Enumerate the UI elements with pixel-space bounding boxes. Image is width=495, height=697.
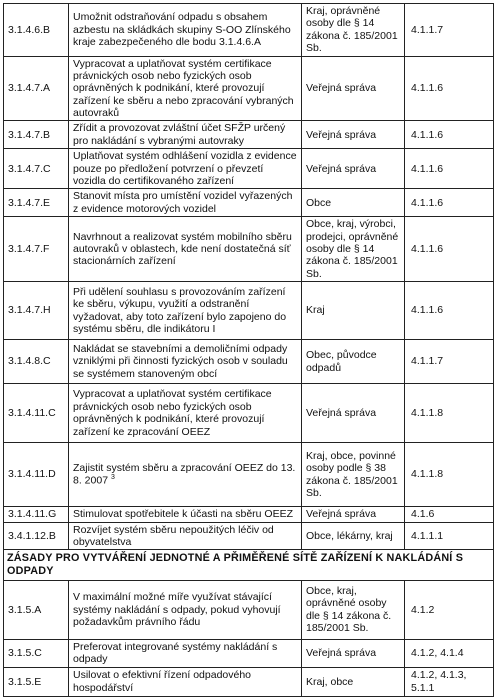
row-code: 3.1.4.11.C [4, 384, 69, 443]
table-row [4, 149, 494, 189]
row-reference: 4.1.1.7 [405, 340, 494, 384]
row-description: Stanovit místa pro umístění vozidel vyřazených z evidence motorových vozidel [69, 189, 302, 217]
row-responsible: Veřejná správa [302, 384, 405, 443]
row-responsible: Kraj [302, 282, 405, 340]
row-description: Vypracovat a uplatňovat systém certifikace právnických osob nebo fyzických osob oprávněných k podnikání, které provozují zařízení ke sběru a nebo zpracování vybraných autovraků [69, 56, 302, 121]
row-code: 3.1.4.11.D [4, 443, 69, 507]
row-description: Rozvíjet systém sběru nepoužitých léčiv od obyvatelstva [69, 522, 302, 550]
row-code: 3.1.4.7.H [4, 282, 69, 340]
row-reference: 4.1.1.6 [405, 149, 494, 189]
row-responsible: Obce [302, 189, 405, 217]
row-responsible: Veřejná správa [302, 507, 405, 522]
row-reference: 4.1.6 [405, 507, 494, 522]
row-code: 3.1.5.A [4, 580, 69, 639]
row-description: Umožnit odstraňování odpadu s obsahem azbestu na skládkách skupiny S-OO Zlínského kraje zabezpečeného dle bodu 3.1.4.6.A [69, 4, 302, 57]
row-description-text: Zajistit systém sběru a zpracování OEEZ do 13. 8. 2007 [73, 462, 296, 487]
row-reference: 4.1.2 [405, 580, 494, 639]
row-code: 3.1.4.7.E [4, 189, 69, 217]
row-code: 3.1.4.8.C [4, 340, 69, 384]
row-code: 3.1.4.11.G [4, 507, 69, 522]
section-title: ZÁSADY PRO VYTVÁŘENÍ JEDNOTNÉ A PŘIMĚŘENÉ SÍTĚ ZAŘÍZENÍ K NAKLÁDÁNÍ S ODPADY [4, 550, 494, 580]
table-row [4, 282, 494, 340]
table-row [4, 667, 494, 696]
row-description: Preferovat integrované systémy nakládání s odpady [69, 639, 302, 667]
row-reference: 4.1.1.1 [405, 522, 494, 550]
row-responsible: Obce, kraj, oprávněné osoby dle § 14 zákona č. 185/2001 Sb. [302, 580, 405, 639]
row-description: Uplatňovat systém odhlášení vozidla z evidence pouze po předložení potvrzení o převzetí vozidla do certifikovaného zařízení [69, 149, 302, 189]
row-code: 3.1.4.7.F [4, 217, 69, 282]
table-row [4, 56, 494, 121]
row-responsible: Obce, lékárny, kraj [302, 522, 405, 550]
row-code: 3.1.4.7.A [4, 56, 69, 121]
measures-table [3, 3, 494, 697]
table-row [4, 217, 494, 282]
table-row [4, 580, 494, 639]
table-row [4, 507, 494, 522]
section-header-row [4, 550, 494, 580]
table-row [4, 189, 494, 217]
row-reference: 4.1.1.8 [405, 384, 494, 443]
row-code: 3.1.5.E [4, 667, 69, 696]
row-description: Zřídit a provozovat zvláštní účet SFŽP určený pro nakládání s vybranými autovraky [69, 121, 302, 149]
row-code: 3.1.4.7.B [4, 121, 69, 149]
row-description: Usilovat o efektivní řízení odpadového hospodářství [69, 667, 302, 696]
row-responsible: Kraj, oprávněné osoby dle § 14 zákona č. 185/2001 Sb. [302, 4, 405, 57]
row-responsible: Kraj, obce, povinné osoby podle § 38 zákona č. 185/2001 Sb. [302, 443, 405, 507]
document-page [3, 3, 493, 697]
row-reference: 4.1.1.6 [405, 189, 494, 217]
table-row [4, 340, 494, 384]
row-description: Při udělení souhlasu s provozováním zařízení ke sběru, výkupu, využití a odstranění vyžadovat, aby toto zařízení bylo zapojeno do systému sběru, dle indikátoru I [69, 282, 302, 340]
row-code: 3.1.5.C [4, 639, 69, 667]
table-row [4, 639, 494, 667]
row-responsible: Kraj, obce [302, 667, 405, 696]
row-description: Vypracovat a uplatňovat systém certifikace právnických osob nebo fyzických osob oprávněných k podnikání, které provozují zařízení ke zpracování OEEZ [69, 384, 302, 443]
row-description: V maximální možné míře využívat stávající systémy nakládání s odpady, pokud vyhovují požadavkům právního řádu [69, 580, 302, 639]
row-reference: 4.1.1.7 [405, 4, 494, 57]
row-description [69, 443, 302, 507]
row-description: Navrhnout a realizovat systém mobilního sběru autovraků v oblastech, kde není dostatečná síť stacionárních zařízení [69, 217, 302, 282]
table-row [4, 121, 494, 149]
row-description: Nakládat se stavebními a demoličními odpady vzniklými při činnosti fyzických osob v souladu se systémem stanoveným obcí [69, 340, 302, 384]
footnote-marker: 3 [110, 474, 115, 482]
row-reference: 4.1.2, 4.1.3, 5.1.1 [405, 667, 494, 696]
row-reference: 4.1.2, 4.1.4 [405, 639, 494, 667]
row-reference: 4.1.1.6 [405, 56, 494, 121]
row-responsible: Veřejná správa [302, 639, 405, 667]
row-reference: 4.1.1.6 [405, 282, 494, 340]
row-description: Stimulovat spotřebitele k účasti na sběru OEEZ [69, 507, 302, 522]
row-reference: 4.1.1.8 [405, 443, 494, 507]
row-responsible: Obec, původce odpadů [302, 340, 405, 384]
table-row [4, 522, 494, 550]
row-responsible: Obce, kraj, výrobci, prodejci, oprávněné osoby dle § 14 zákona č. 185/2001 Sb. [302, 217, 405, 282]
table-row [4, 443, 494, 507]
table-row [4, 4, 494, 57]
row-code: 3.1.4.6.B [4, 4, 69, 57]
row-code: 3.4.1.12.B [4, 522, 69, 550]
row-responsible: Veřejná správa [302, 56, 405, 121]
row-responsible: Veřejná správa [302, 121, 405, 149]
row-code: 3.1.4.7.C [4, 149, 69, 189]
row-responsible: Veřejná správa [302, 149, 405, 189]
row-reference: 4.1.1.6 [405, 217, 494, 282]
row-reference: 4.1.1.6 [405, 121, 494, 149]
table-row [4, 384, 494, 443]
